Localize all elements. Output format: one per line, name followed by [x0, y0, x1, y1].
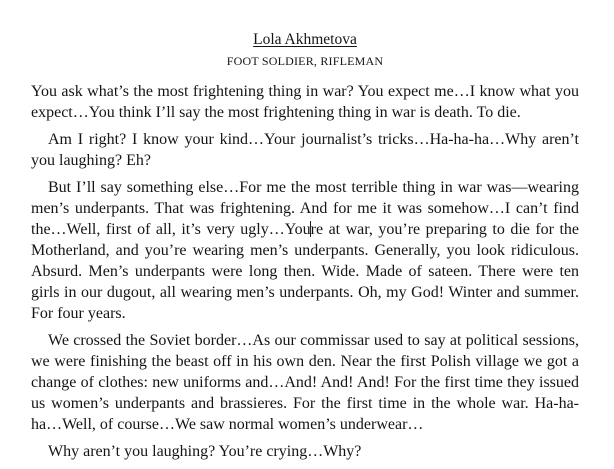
author-role: FOOT SOLDIER, RIFLEMAN [226, 54, 384, 68]
paragraph-4: We crossed the Soviet border…As our commissar used to say at political sessions, we were finishing the beast off in his own den. Near the first Polish village we got a change of clothes: new uniforms and…And! And! And! For the first time they issued us women’s underpants and brassieres. For the first time in the whole war. Ha-ha-ha…Well, of course…We saw normal women’s underwear… [31, 332, 579, 433]
document-body[interactable] [31, 81, 579, 462]
author-name [31, 31, 579, 49]
paragraph-2: Am I right? I know your kind…Your journalist’s tricks…Ha-ha-ha…Why aren’t you laughing? Eh? [31, 131, 579, 169]
paragraph-3 [31, 177, 579, 324]
paragraph-3-part-2: re at war, you’re preparing to die for the Motherland, and you’re wearing men’s underpants. Generally, you look ridiculous. Absurd. Men’s underpants were long then. Wide. Made of sateen. There were ten girls in our dugout, all wearing men’s underpants. Oh, my God! Winter and summer. For four years. [31, 221, 580, 322]
paragraph-1: You ask what’s the most frightening thing in war? You expect me…I know what you expect…You think I’ll say the most frightening thing in war is death. To die. [31, 83, 579, 121]
author-name-text: Lola Akhmetova [253, 31, 357, 48]
paragraph-5: Why aren’t you laughing? You’re crying…Why? [48, 443, 362, 460]
document-page [31, 31, 579, 468]
paragraph-3-part-1: But I’ll say something else…For me the most terrible thing in war was—wearing men’s underpants. That was frightening. And for me it was somehow…I can’t find the…Well, first of all, it’s very ugly…You [31, 179, 579, 238]
